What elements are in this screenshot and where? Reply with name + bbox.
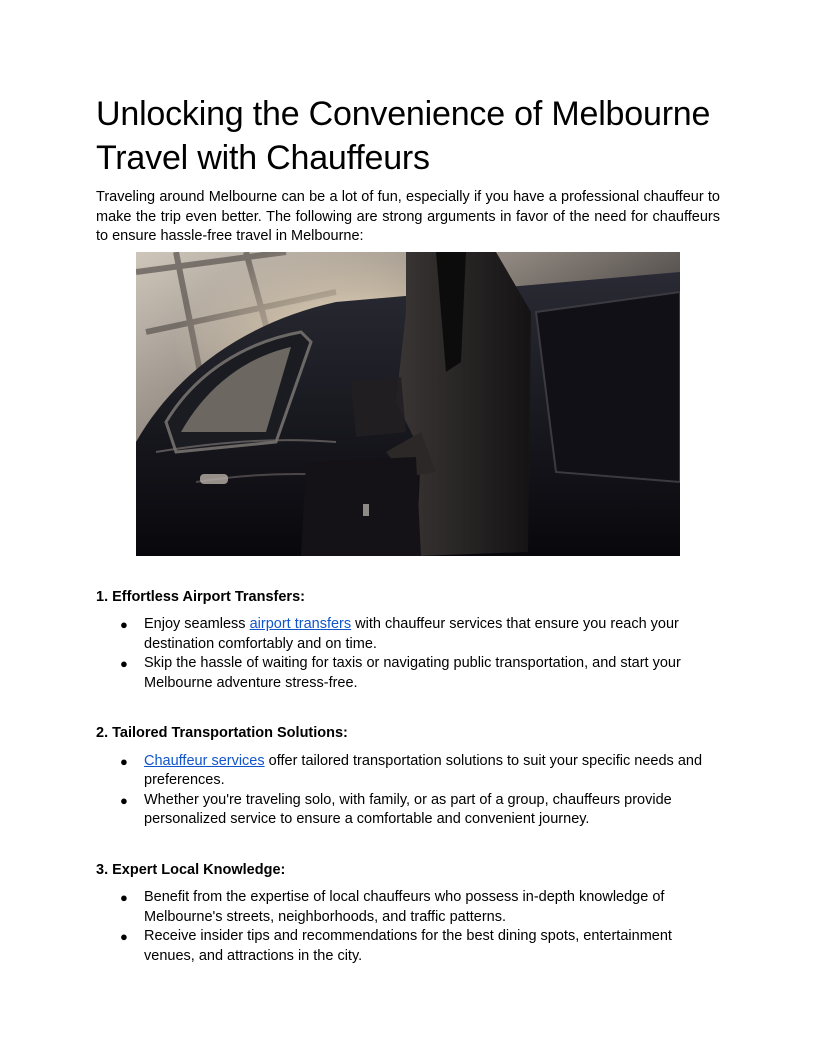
bullet-icon: ● (120, 929, 128, 944)
list-item-text-after: with chauffeur services that ensure you reach your destination comfortably and on time. (144, 616, 679, 652)
section-heading: 3. Expert Local Knowledge: (96, 861, 286, 878)
document-title: Unlocking the Convenience of Melbourne Travel with Chauffeurs (96, 95, 711, 177)
list-item (96, 752, 720, 791)
bullet-icon: ● (120, 617, 128, 632)
list-item (96, 927, 720, 966)
section-heading: 1. Effortless Airport Transfers: (96, 588, 305, 605)
bullet-icon: ● (120, 792, 128, 808)
list-item (96, 888, 720, 927)
section-local-knowledge (96, 861, 720, 967)
section-heading: 2. Tailored Transportation Solutions: (96, 725, 348, 741)
chauffeur-services-link[interactable]: Chauffeur services (144, 752, 265, 769)
bullet-list (96, 752, 720, 830)
document-page (96, 92, 720, 966)
list-item-text: Whether you're traveling solo, with family, or as part of a group, chauffeurs provide personalized service to ensure a comfortable and convenient journey. (144, 791, 672, 827)
bullet-icon: ● (120, 890, 128, 905)
section-tailored-transportation (96, 724, 720, 830)
bullet-icon: ● (120, 753, 128, 769)
bullet-list (96, 888, 720, 966)
list-item-text: Skip the hassle of waiting for taxis or navigating public transportation, and start your Melbourne adventure stress-free. (144, 655, 681, 691)
list-item-text-after: offer tailored transportation solutions to suit your specific needs and preferences. (144, 752, 703, 788)
section-airport-transfers (96, 588, 720, 694)
bullet-list (96, 615, 720, 693)
airport-transfers-link[interactable]: airport transfers (249, 616, 352, 632)
list-item (96, 654, 720, 693)
sections-container (96, 588, 720, 967)
list-item (96, 791, 720, 830)
bullet-icon: ● (120, 656, 128, 671)
list-item-text-before: Enjoy seamless (144, 616, 250, 632)
list-item-text: Benefit from the expertise of local chauffeurs who possess in-depth knowledge of Melbourne's streets, neighborhoods, and traffic patterns. (144, 889, 665, 925)
list-item-text: Receive insider tips and recommendations for the best dining spots, entertainment venues, and attractions in the city. (144, 928, 672, 964)
list-item (96, 615, 720, 654)
intro-paragraph: Traveling around Melbourne can be a lot of fun, especially if you have a professional chauffeur to make the trip even better. The following are strong arguments in favor of the need for chauffeurs to ensure hassle-free travel in Melbourne: (96, 189, 720, 244)
chauffeur-car-photo (136, 252, 680, 556)
